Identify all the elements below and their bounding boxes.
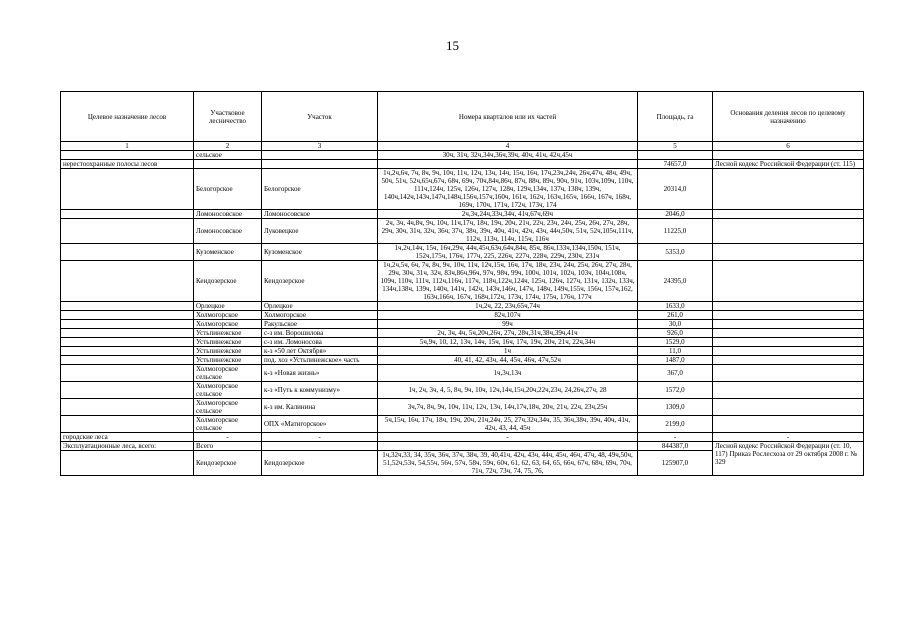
cell-purpose bbox=[61, 416, 194, 433]
cell-district: Белогорское bbox=[194, 169, 262, 210]
cell-area: 1487,0 bbox=[638, 356, 713, 365]
cell-quarters bbox=[378, 442, 638, 451]
table-row bbox=[61, 219, 864, 244]
column-number: 3 bbox=[262, 142, 378, 151]
cell-basis bbox=[713, 356, 864, 365]
cell-quarters: 1ч,2ч,14ч, 15ч, 16ч,29ч, 44ч,45ч,63ч,64ч,84ч, 85ч, 86ч,133ч,134ч,150ч, 151ч, 152ч,175ч, 176ч, 177ч, 225, 226ч, 227ч, 228ч, 229ч, 230ч, 231ч bbox=[378, 244, 638, 261]
cell-basis: - bbox=[713, 433, 864, 442]
cell-area: 11,0 bbox=[638, 347, 713, 356]
cell-basis bbox=[713, 416, 864, 433]
cell-district: Холмогорское bbox=[194, 320, 262, 329]
column-number-row bbox=[61, 142, 864, 151]
cell-area: 926,0 bbox=[638, 329, 713, 338]
table-row bbox=[61, 338, 864, 347]
cell-area: 11225,0 bbox=[638, 219, 713, 244]
table-row bbox=[61, 329, 864, 338]
cell-purpose bbox=[61, 151, 194, 160]
cell-basis bbox=[713, 347, 864, 356]
cell-district: Холмогорское сельское bbox=[194, 416, 262, 433]
cell-area: 2046,0 bbox=[638, 210, 713, 219]
cell-purpose bbox=[61, 382, 194, 399]
cell-plot bbox=[262, 160, 378, 169]
column-number: 4 bbox=[378, 142, 638, 151]
cell-quarters: 1ч,2ч,5ч, 6ч, 7ч, 8ч, 9ч, 10ч, 11ч, 12ч,15ч, 16ч, 17ч, 18ч, 23ч, 24ч, 25ч, 26ч, 27ч, 28ч, 29ч, 30ч, 31ч, 32ч, 83ч,86ч,96ч, 97ч, 98ч, 99ч, 100ч, 101ч, 102ч, 103ч, 104ч,108ч, 109ч, 110ч, 111ч, 112ч,116ч, 117ч, 118ч,122ч,124ч, 125ч, 126ч, 127ч, 131ч, 132ч, 133ч, 134ч,138ч, 139ч, 140ч, 141ч, 142ч, 143ч,146ч, 147ч, 148ч, 149ч,155ч, 156ч, 157ч,162, 163ч,166ч, 167ч, 168ч,172ч, 173ч, 174ч, 175ч, 176ч, 177ч bbox=[378, 261, 638, 302]
cell-area: - bbox=[638, 433, 713, 442]
cell-area bbox=[638, 151, 713, 160]
cell-purpose bbox=[61, 219, 194, 244]
cell-purpose bbox=[61, 338, 194, 347]
cell-district: Холмогорское сельское bbox=[194, 399, 262, 416]
column-number: 1 bbox=[61, 142, 194, 151]
cell-area: 844387,0 bbox=[638, 442, 713, 451]
table-row bbox=[61, 261, 864, 302]
cell-basis bbox=[713, 169, 864, 210]
cell-district: Устьпинежское bbox=[194, 329, 262, 338]
cell-basis bbox=[713, 151, 864, 160]
header-plot: Участок bbox=[262, 92, 378, 142]
table-row bbox=[61, 433, 864, 442]
cell-district: Устьпинежское bbox=[194, 356, 262, 365]
cell-basis bbox=[713, 302, 864, 311]
cell-quarters: 1ч,2ч, 22, 23ч,65ч,74ч bbox=[378, 302, 638, 311]
column-number: 5 bbox=[638, 142, 713, 151]
cell-purpose bbox=[61, 302, 194, 311]
cell-purpose bbox=[61, 347, 194, 356]
table-row bbox=[61, 382, 864, 399]
cell-district: - bbox=[194, 433, 262, 442]
cell-quarters: 99ч bbox=[378, 320, 638, 329]
header-quarters: Номера кварталов или их частей bbox=[378, 92, 638, 142]
cell-plot: Кеидозерское bbox=[262, 451, 378, 476]
cell-basis bbox=[713, 365, 864, 382]
cell-plot: Холмогорское bbox=[262, 311, 378, 320]
cell-plot bbox=[262, 442, 378, 451]
cell-quarters: 1ч,2ч,6ч, 7ч, 8ч, 9ч, 10ч, 11ч, 12ч, 13ч, 14ч, 15ч, 16ч, 17ч,23ч,24ч, 26ч,47ч, 48ч, 49ч, 50ч, 51ч, 52ч,65ч,67ч, 68ч, 69ч, 70ч,84ч,86ч, 87ч, 88ч, 89ч, 90ч, 91ч, 103ч,109ч, 110ч, 111ч,124ч, 125ч, 126ч, 127ч, 128ч, 129ч,134ч, 137ч, 138ч, 139ч, 140ч,142ч,143ч,147ч,148ч,156ч,157ч,160ч, 161ч, 162ч, 163ч,165ч, 166ч, 167ч, 168ч, 169ч, 170ч, 171ч, 172ч, 173ч, 174 bbox=[378, 169, 638, 210]
cell-district: Орлецкое bbox=[194, 302, 262, 311]
cell-purpose bbox=[61, 169, 194, 210]
cell-quarters: 40, 41, 42, 43ч, 44, 45ч, 46ч, 47ч,52ч bbox=[378, 356, 638, 365]
cell-purpose bbox=[61, 365, 194, 382]
cell-purpose bbox=[61, 329, 194, 338]
cell-quarters: 1ч,32ч,33, 34, 35ч, 36ч, 37ч, 38ч, 39, 40,41ч, 42ч, 43ч, 44ч, 45ч, 46ч, 47ч, 48, 49ч,50ч, 51,52ч,53ч, 54,55ч, 56ч, 57ч, 58ч, 59ч, 60ч, 61, 62, 63, 64, 65, 66ч, 67ч, 68ч, 69ч, 70ч, 71ч, 72ч, 73ч, 74, 75, 76, bbox=[378, 451, 638, 476]
cell-purpose bbox=[61, 261, 194, 302]
cell-area: 24395,0 bbox=[638, 261, 713, 302]
cell-district: Кеидозерское bbox=[194, 261, 262, 302]
cell-purpose bbox=[61, 451, 194, 476]
cell-plot: к-з «Путь к коммунизму» bbox=[262, 382, 378, 399]
column-number: 6 bbox=[713, 142, 864, 151]
cell-quarters: 1ч, 2ч, 3ч, 4, 5, 8ч, 9ч, 10ч, 12ч,14ч,15ч,20ч,22ч,23ч, 24,26ч,27ч, 28 bbox=[378, 382, 638, 399]
cell-purpose: нерестоохранные полосы лесов bbox=[61, 160, 194, 169]
table-row bbox=[61, 311, 864, 320]
cell-basis bbox=[713, 399, 864, 416]
table-row bbox=[61, 160, 864, 169]
cell-basis: Лесной кодекс Российской Федерации (ст. 10, 117) Приказ Рослесхоза от 29 октября 2008 г. № 329 bbox=[713, 442, 864, 476]
cell-basis bbox=[713, 382, 864, 399]
cell-district: Всего bbox=[194, 442, 262, 451]
cell-plot: - bbox=[262, 433, 378, 442]
cell-plot: ОПХ «Матигорское» bbox=[262, 416, 378, 433]
cell-district: Кеидозерское bbox=[194, 451, 262, 476]
cell-quarters: 5ч,9ч, 10, 12, 13ч, 14ч, 15ч, 16ч, 17ч, 19ч, 20ч, 21ч, 22ч,34ч bbox=[378, 338, 638, 347]
cell-basis bbox=[713, 338, 864, 347]
cell-purpose bbox=[61, 399, 194, 416]
cell-basis bbox=[713, 320, 864, 329]
cell-quarters: 3ч,7ч, 8ч, 9ч, 10ч, 11ч, 12ч, 13ч, 14ч,17ч,18ч, 20ч, 21ч, 22ч, 23ч,25ч bbox=[378, 399, 638, 416]
cell-area: 1572,0 bbox=[638, 382, 713, 399]
cell-plot: к-з «Новая жизнь» bbox=[262, 365, 378, 382]
cell-area: 20314,0 bbox=[638, 169, 713, 210]
forest-purpose-table bbox=[60, 91, 864, 476]
cell-basis bbox=[713, 311, 864, 320]
cell-basis bbox=[713, 329, 864, 338]
table-row bbox=[61, 347, 864, 356]
cell-plot: с-з им. Ломоносова bbox=[262, 338, 378, 347]
cell-quarters: 2ч, 3ч, 4ч,8ч, 9ч, 10ч, 11ч,17ч, 18ч, 19ч, 20ч, 21ч, 22ч, 23ч, 24ч, 25ч, 26ч, 27ч, 28ч, 29ч, 30ч, 31ч, 32ч, 36ч, 37ч, 38ч, 39ч, 40ч, 41ч, 42ч, 43ч, 44ч,50ч, 51ч, 52ч,105ч,111ч, 112ч, 113ч, 114ч, 115ч, 116ч bbox=[378, 219, 638, 244]
column-number: 2 bbox=[194, 142, 262, 151]
header-basis: Основания деления лесов по целевому назначению bbox=[713, 92, 864, 142]
cell-district: Кузоменское bbox=[194, 244, 262, 261]
cell-area: 367,0 bbox=[638, 365, 713, 382]
cell-area: 2199,0 bbox=[638, 416, 713, 433]
page-number: 15 bbox=[446, 38, 459, 53]
cell-area: 5353,0 bbox=[638, 244, 713, 261]
cell-area: 125907,0 bbox=[638, 451, 713, 476]
cell-district: Холмогорское сельское bbox=[194, 365, 262, 382]
cell-district: Холмогорское bbox=[194, 311, 262, 320]
cell-purpose bbox=[61, 210, 194, 219]
cell-district bbox=[194, 160, 262, 169]
cell-quarters: - bbox=[378, 433, 638, 442]
cell-district: Ломоносовское bbox=[194, 219, 262, 244]
header-row bbox=[61, 92, 864, 142]
cell-plot: Белогорское bbox=[262, 169, 378, 210]
cell-purpose bbox=[61, 320, 194, 329]
table-row bbox=[61, 320, 864, 329]
cell-purpose bbox=[61, 244, 194, 261]
table-row bbox=[61, 416, 864, 433]
cell-area: 1309,0 bbox=[638, 399, 713, 416]
cell-area: 261,0 bbox=[638, 311, 713, 320]
cell-plot: под. хоз «Устьпинежское» часть bbox=[262, 356, 378, 365]
cell-plot: Ракульское bbox=[262, 320, 378, 329]
cell-quarters: 1ч bbox=[378, 347, 638, 356]
cell-plot bbox=[262, 151, 378, 160]
cell-quarters: 5ч,15ч, 16ч, 17ч, 18ч, 19ч, 20ч, 21ч,24ч, 25, 27ч,32ч,34ч, 35, 36ч,38ч, 39ч, 40ч, 41ч, 42ч, 43, 44, 45ч bbox=[378, 416, 638, 433]
table-row bbox=[61, 210, 864, 219]
cell-plot: Орлецкое bbox=[262, 302, 378, 311]
cell-district: Устьпинежское bbox=[194, 338, 262, 347]
cell-quarters: 1ч,3ч,13ч bbox=[378, 365, 638, 382]
cell-district: Холмогорское сельское bbox=[194, 382, 262, 399]
cell-basis bbox=[713, 244, 864, 261]
cell-plot: Кузоменское bbox=[262, 244, 378, 261]
cell-purpose bbox=[61, 356, 194, 365]
header-area: Площадь, га bbox=[638, 92, 713, 142]
header-district: Участковое лесничество bbox=[194, 92, 262, 142]
table-row bbox=[61, 356, 864, 365]
cell-plot: Ломоносовское bbox=[262, 210, 378, 219]
cell-area: 1529,0 bbox=[638, 338, 713, 347]
cell-area: 30,0 bbox=[638, 320, 713, 329]
cell-purpose bbox=[61, 311, 194, 320]
cell-district: Устьпинежское bbox=[194, 347, 262, 356]
cell-basis bbox=[713, 210, 864, 219]
table-row bbox=[61, 442, 864, 451]
cell-plot: Кеидозерское bbox=[262, 261, 378, 302]
cell-plot: с-з им. Ворошилова bbox=[262, 329, 378, 338]
cell-purpose: Эксплуатационные леса, всего: bbox=[61, 442, 194, 451]
table-row bbox=[61, 365, 864, 382]
cell-district: Ломоносовское bbox=[194, 210, 262, 219]
cell-plot: к-з «50 лет Октября» bbox=[262, 347, 378, 356]
cell-basis bbox=[713, 219, 864, 244]
table-row bbox=[61, 302, 864, 311]
cell-plot: к-з им. Калинина bbox=[262, 399, 378, 416]
cell-quarters: 82ч,107ч bbox=[378, 311, 638, 320]
table-row bbox=[61, 169, 864, 210]
cell-plot: Луковецкое bbox=[262, 219, 378, 244]
table-row bbox=[61, 399, 864, 416]
cell-basis bbox=[713, 261, 864, 302]
cell-district: сельское bbox=[194, 151, 262, 160]
cell-area: 74657,0 bbox=[638, 160, 713, 169]
table-row bbox=[61, 244, 864, 261]
cell-basis: Лесной кодекс Российской Федерации (ст. 115) bbox=[713, 160, 864, 169]
cell-quarters bbox=[378, 160, 638, 169]
header-purpose: Целевое назначение лесов bbox=[61, 92, 194, 142]
cell-quarters: 30ч, 31ч, 32ч,34ч,36ч,39ч, 40ч, 41ч, 42ч,45ч bbox=[378, 151, 638, 160]
cell-purpose: городские леса bbox=[61, 433, 194, 442]
cell-quarters: 2ч, 3ч, 4ч, 5ч,20ч,26ч, 27ч, 28ч,31ч,38ч,39ч,41ч bbox=[378, 329, 638, 338]
table-row bbox=[61, 151, 864, 160]
cell-area: 1633,0 bbox=[638, 302, 713, 311]
cell-quarters: 2ч,3ч,24ч,33ч,34ч, 41ч,67ч,69ч bbox=[378, 210, 638, 219]
